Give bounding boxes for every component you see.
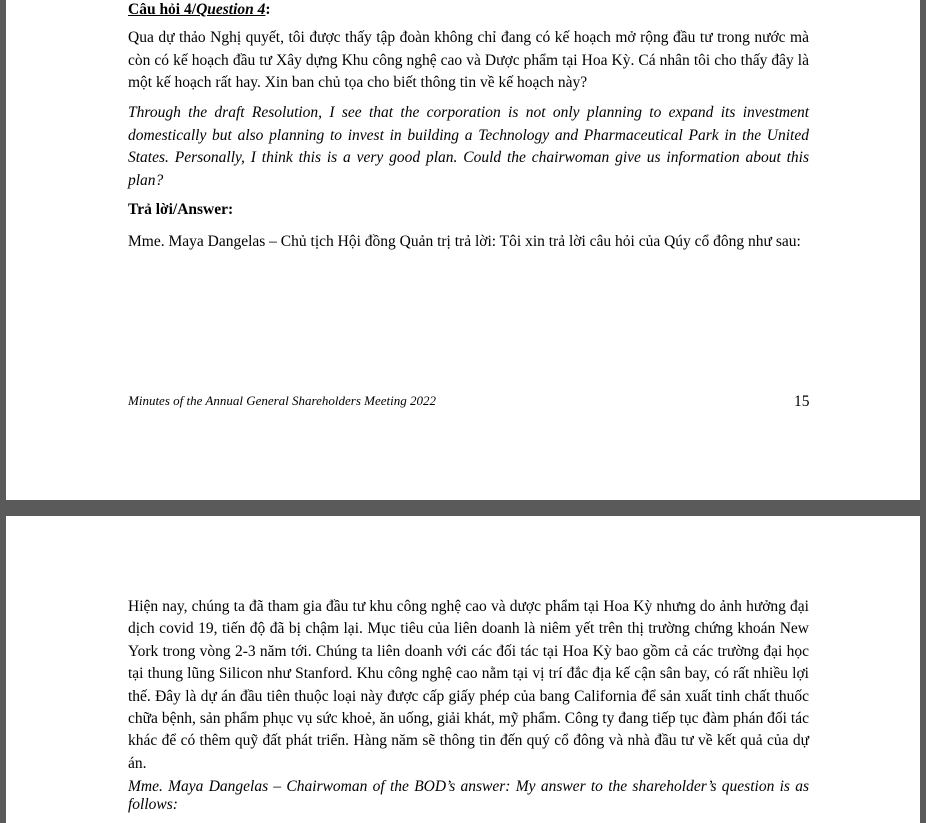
answer-body-vi: Hiện nay, chúng ta đã tham gia đầu tư khu công nghệ cao và dược phẩm tại Hoa Kỳ nhưng do ảnh hưởng đại dịch covid 19, tiến độ đã bị chậm lại. Mục tiêu của liên doanh là niêm yết trên thị trường chứng khoán New York trong vòng 2-3 năm tới. Chúng ta liên doanh với các đối tác tại Hoa Kỳ bao gồm cả các trường đại học tại thung lũng Silicon như Stanford. Khu công nghệ cao nằm tại vị trí đắc địa kế cận sân bay, có rất nhiều lợi thế. Đây là dự án đầu tiên thuộc loại này được cấp giấy phép của bang California để sản xuất tinh chất thuốc chữa bệnh, sản phẩm phục vụ sức khoẻ, ăn uống, giải khát, mỹ phẩm. Công ty đang tiếp tục đàm phán đối tác khác để có thêm quỹ đất phát triển. Hàng năm sẽ thông tin đến quý cổ đông và nhà đầu tư về kết quả của dự án.	[128, 598, 809, 772]
answer-heading: Trả lời/Answer:	[128, 201, 234, 218]
question-text-en: Through the draft Resolution, I see that the corporation is not only planning to expand its investment domestically but also planning to invest in building a Technology and Pharmaceutical Park in the United States. Personally, I think this is a very good plan. Could the chairwoman give us information about this plan?	[128, 104, 809, 189]
question-heading-vi: Câu hỏi 4/	[128, 1, 197, 18]
page-footer-title: Minutes of the Annual General Shareholders Meeting 2022	[128, 393, 436, 408]
question-heading	[128, 0, 271, 20]
page-number: 15	[794, 393, 810, 410]
document-page-16	[6, 516, 920, 823]
document-page-15	[6, 0, 920, 500]
answer-intro-en: Mme. Maya Dangelas – Chairwoman of the BOD’s answer: My answer to the shareholder’s question is as follows:	[128, 778, 809, 813]
question-heading-text	[128, 1, 265, 18]
question-heading-en: Question 4	[196, 1, 266, 18]
answer-intro-vi: Mme. Maya Dangelas – Chủ tịch Hội đồng Quản trị trả lời: Tôi xin trả lời câu hỏi của Qúy cổ đông như sau:	[128, 233, 801, 250]
question-text-vi: Qua dự thảo Nghị quyết, tôi được thấy tập đoàn không chỉ đang có kế hoạch mở rộng đầu tư trong nước mà còn có kế hoạch đầu tư Xây dựng Khu công nghệ cao và Dược phẩm tại Hoa Kỳ. Cá nhân tôi cho thấy đây là một kế hoạch rất hay. Xin ban chủ tọa cho biết thông tin về kế hoạch này?	[128, 29, 809, 92]
question-heading-colon: :	[265, 1, 271, 18]
